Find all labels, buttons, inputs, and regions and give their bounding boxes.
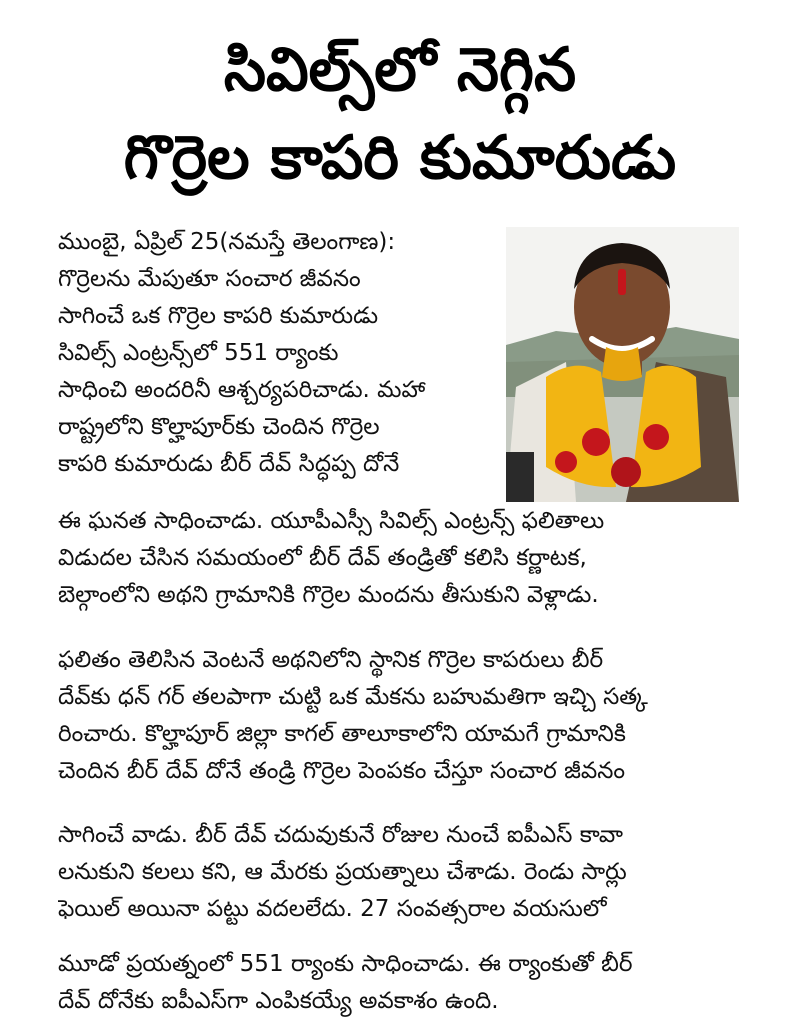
article-line: ఫెయిల్ అయినా పట్టు వదలలేదు. 27 సంవత్సరాల వయసులో [58,896,607,922]
rose-3 [611,457,641,487]
article-line: ఫలితం తెలిసిన వెంటనే అథనిలోని స్థానిక గొర్రెల కాపరులు బీర్ [58,647,604,673]
dateline: ముంబై, ఏప్రిల్ 25(నమస్తే తెలంగాణ): [58,229,396,255]
rose-1 [582,428,610,456]
rose-4 [555,451,577,473]
article-line: సాగించే వాడు. బీర్ దేవ్ చదువుకునే రోజుల నుంచే ఐపీఎస్ కావా [58,822,624,848]
headline-line-2: గొర్రెల కాపరి కుమారుడు [123,123,677,193]
portrait-illustration [506,227,739,502]
article-line: దేవ్ దోనేకు ఐపీఎస్‌గా ఎంపికయ్యే అవకాశం ఉంది. [58,988,499,1014]
news-photo [506,227,739,502]
article-line: చెందిన బీర్ దేవ్ దోనే తండ్రి గొర్రెల పెంపకం చేస్తూ సంచార జీవనం [58,758,626,784]
article-line: సివిల్స్ ఎంట్రన్స్‌లో 551 ర్యాంకు [58,340,339,366]
article-line: రాష్ట్రలోని కొల్హాపూర్‌కు చెందిన గొర్రెల [58,414,380,440]
article-line: కాపరి కుమారుడు బీర్ దేవ్ సిద్ధప్ప దోనే [58,451,400,477]
rose-2 [643,424,669,450]
article-line: రించారు. కొల్హాపూర్ జిల్లా కాగల్ తాలూకాలోని యామగే గ్రామానికి [58,721,626,747]
photo-shadow-figure [506,452,534,502]
article-line: లనుకుని కలలు కని, ఆ మేరకు ప్రయత్నాలు చేశాడు. రెండు సార్లు [58,859,627,885]
article-line: గొర్రెలను మేపుతూ సంచార జీవనం [58,266,361,292]
article-line: దేవ్‌కు ధన్ గర్ తలపాగా చుట్టి ఒక మేకను బహుమతిగా ఇచ్చి సత్క [58,684,648,710]
article-line: బెల్గాంలోని అథని గ్రామానికి గొర్రెల మందను తీసుకుని వెళ్లాడు. [58,582,599,608]
headline-line-1: సివిల్స్‌లో నెగ్గిన [223,35,577,105]
garland-top [602,347,642,381]
article-line: సాగించే ఒక గొర్రెల కాపరి కుమారుడు [58,303,379,329]
article-line: విడుదల చేసిన సమయంలో బీర్ దేవ్ తండ్రితో కలిసి కర్ణాటక, [58,545,587,571]
article-line: ఈ ఘనత సాధించాడు. యూపీఎస్సీ సివిల్స్ ఎంట్రన్స్ ఫలితాలు [58,508,605,534]
article-line: సాధించి అందరినీ ఆశ్చర్యపరిచాడు. మహా [58,377,426,403]
photo-tilak [618,269,626,295]
article-line: మూడో ప్రయత్నంలో 551 ర్యాంకు సాధించాడు. ఈ ర్యాంకుతో బీర్ [58,951,633,977]
